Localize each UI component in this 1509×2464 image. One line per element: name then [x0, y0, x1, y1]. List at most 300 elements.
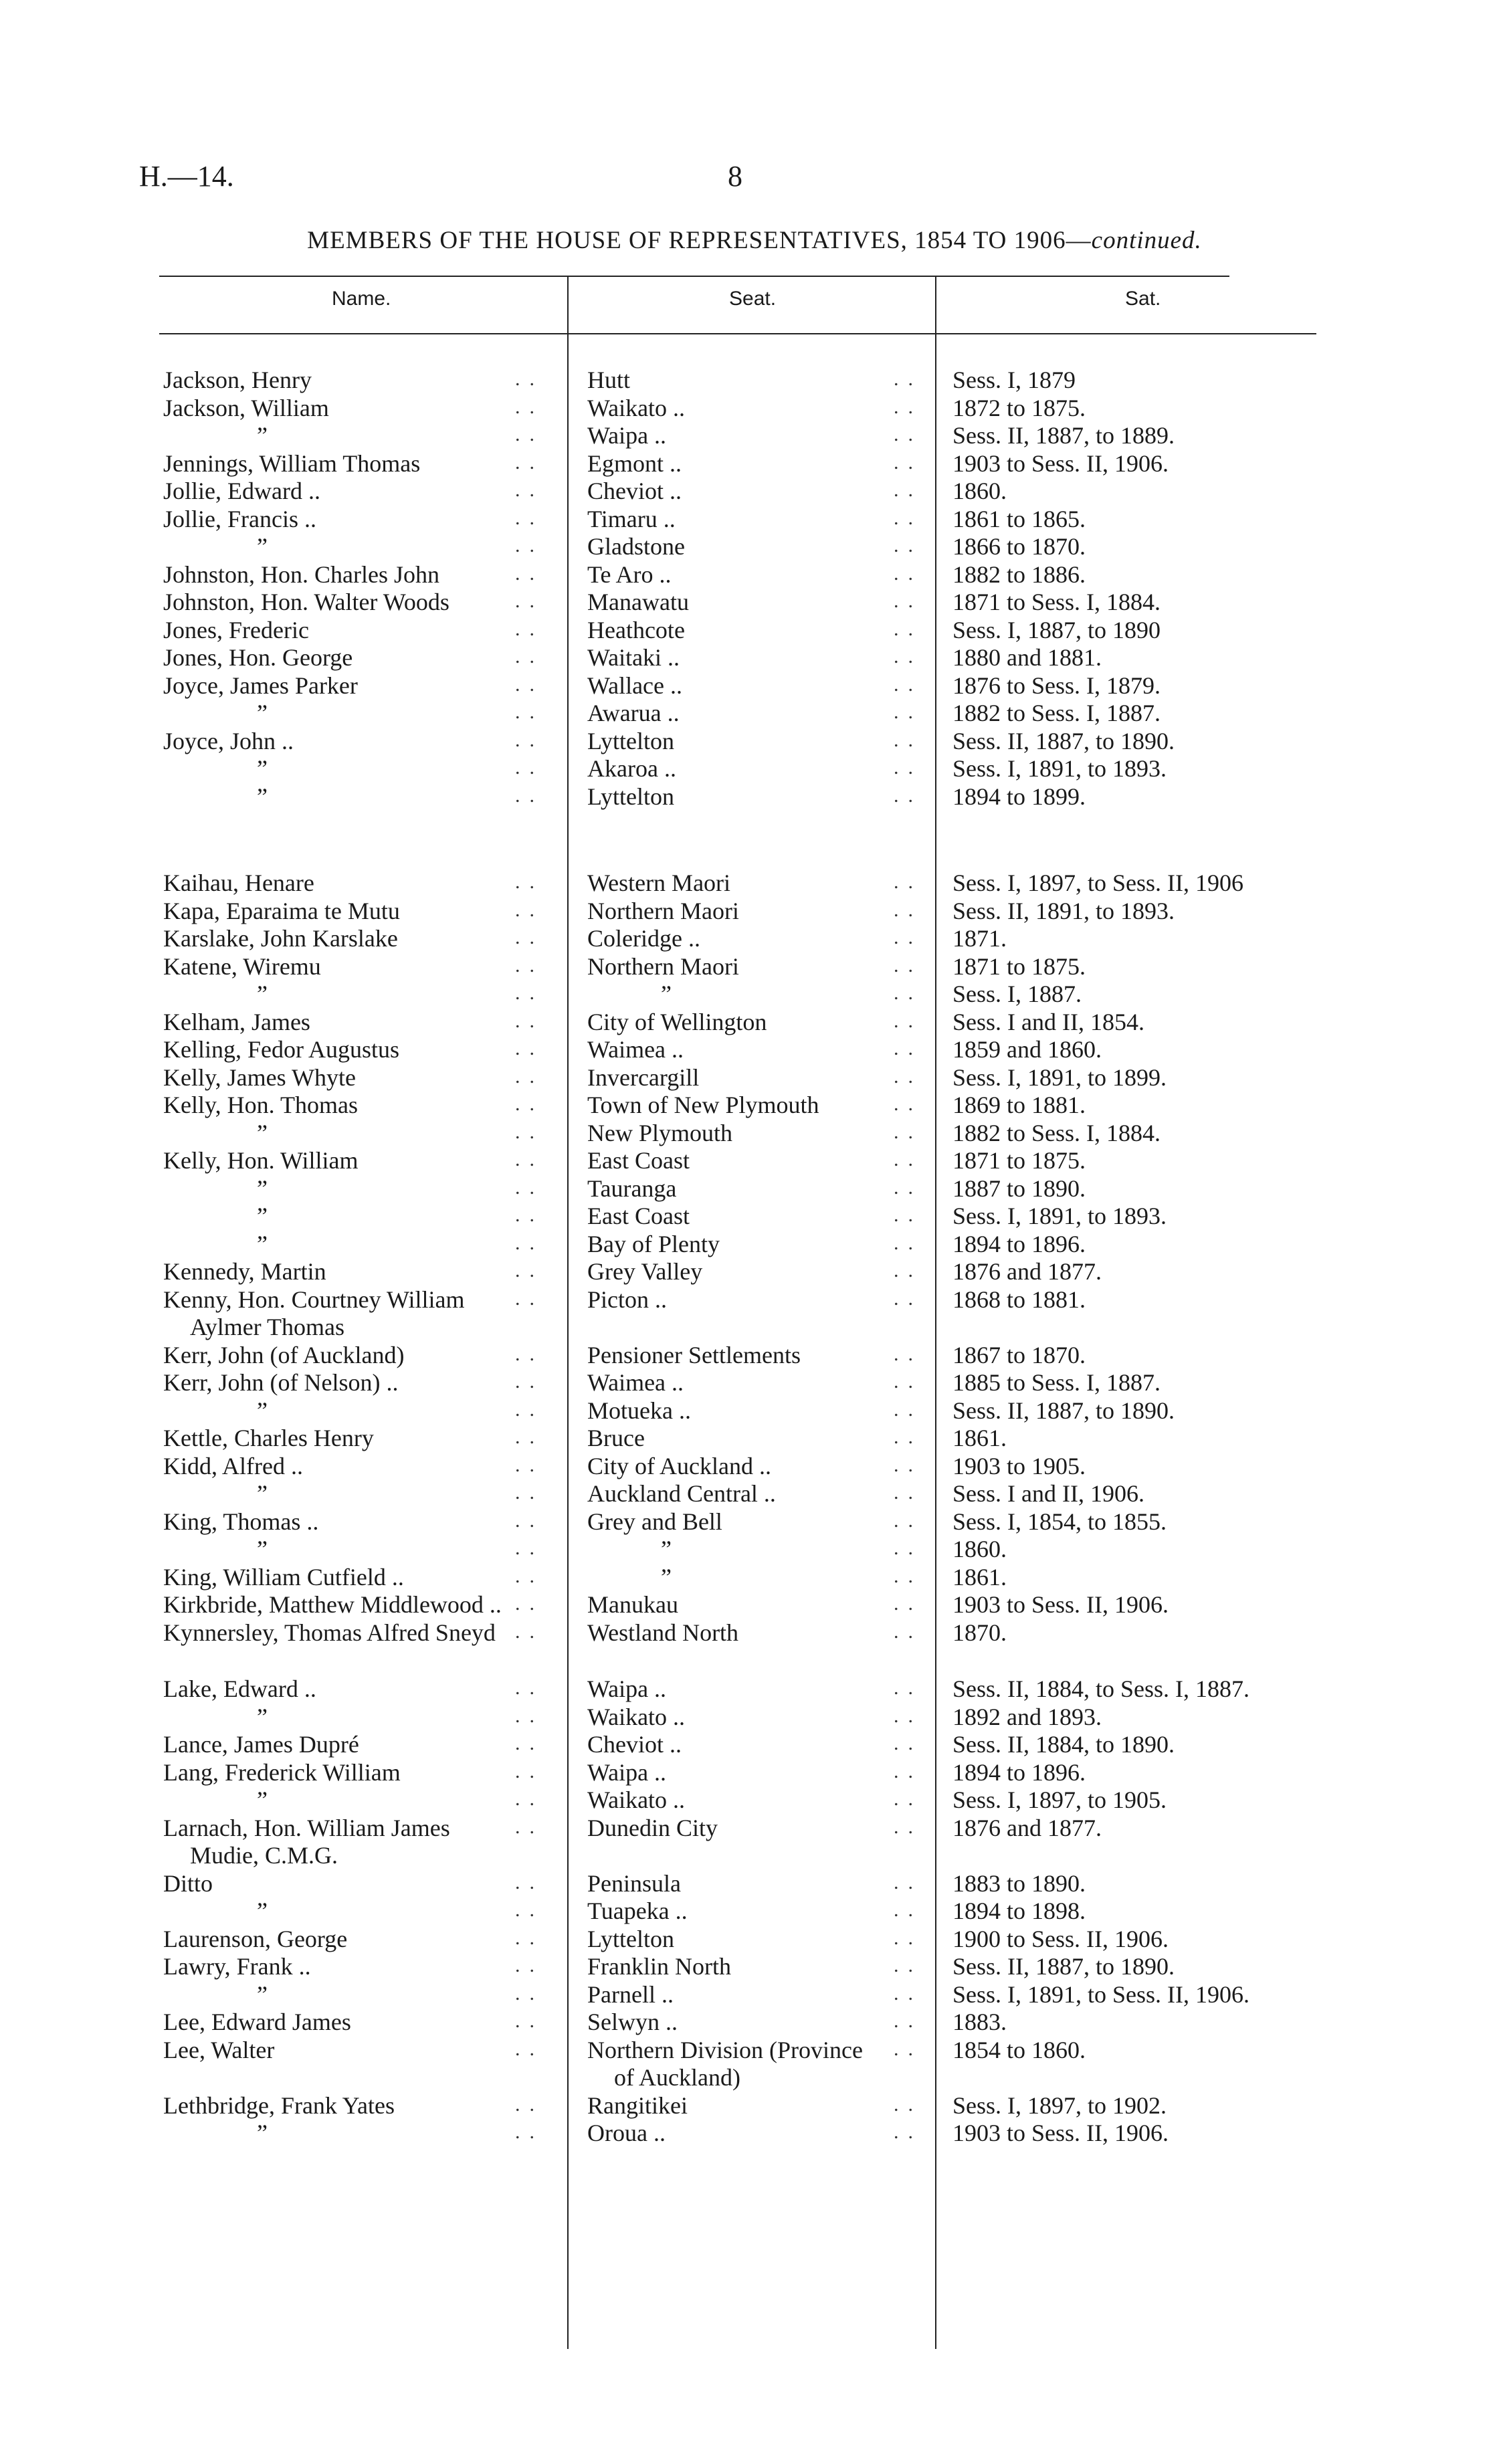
dot-leader: ..: [894, 479, 922, 501]
member-name: Lee, Edward James: [163, 2009, 351, 2035]
member-seat: Waipa ..: [587, 422, 667, 449]
dot-leader: ..: [515, 1537, 544, 1559]
member-name: Kynnersley, Thomas Alfred Sneyd: [163, 1619, 496, 1646]
member-name: Jones, Hon. George: [163, 644, 353, 671]
member-sat: 1861.: [952, 1425, 1007, 1451]
dot-leader: ..: [894, 1148, 922, 1170]
member-sat: 1900 to Sess. II, 1906.: [952, 1925, 1169, 1952]
member-sat: 1871.: [952, 925, 1007, 952]
dot-leader: ..: [894, 756, 922, 779]
member-seat: Waimea ..: [587, 1036, 684, 1063]
member-seat: Dunedin City: [587, 1814, 718, 1841]
member-sat: 1866 to 1870.: [952, 533, 1086, 560]
member-sat: 1903 to 1905.: [952, 1452, 1086, 1479]
dot-leader: ..: [894, 1037, 922, 1059]
dot-leader: ..: [515, 451, 544, 474]
member-sat: Sess. I, 1891, to 1899.: [952, 1063, 1167, 1091]
member-sat: 1903 to Sess. II, 1906.: [952, 449, 1169, 477]
member-seat: Cheviot ..: [587, 1731, 682, 1758]
column-header-sat: Sat.: [1125, 288, 1161, 310]
member-seat: Peninsula: [587, 1869, 681, 1897]
dot-leader: ..: [894, 590, 922, 612]
dot-leader: ..: [515, 1732, 544, 1754]
dot-leader: ..: [515, 1760, 544, 1782]
column-header-name: Name.: [332, 288, 391, 310]
member-name: ”: [257, 1119, 268, 1146]
dot-leader: ..: [515, 1093, 544, 1115]
member-sat: 1868 to 1881.: [952, 1286, 1086, 1313]
dot-leader: ..: [894, 1342, 922, 1365]
member-seat: Northern Division (Province: [587, 2036, 863, 2063]
member-seat: Hutt: [587, 367, 631, 393]
member-name: Kidd, Alfred ..: [163, 1452, 303, 1479]
member-name: King, William Cutfield ..: [163, 1563, 404, 1590]
member-name: ”: [257, 1230, 268, 1257]
member-sat: Sess. I, 1897, to 1905.: [952, 1786, 1167, 1813]
dot-leader: ..: [894, 2121, 922, 2143]
dot-leader: ..: [894, 645, 922, 668]
member-seat: Pensioner Settlements: [587, 1341, 801, 1368]
dot-leader: ..: [894, 982, 922, 1004]
dot-leader: ..: [515, 368, 544, 390]
dot-leader: ..: [515, 506, 544, 529]
title-continued: continued.: [1091, 227, 1202, 254]
member-seat: Egmont ..: [587, 449, 682, 477]
dot-leader: ..: [515, 982, 544, 1004]
member-name: ”: [257, 981, 268, 1007]
dot-leader: ..: [515, 1426, 544, 1448]
column-divider-1: [567, 276, 569, 2349]
member-name: ”: [257, 1203, 268, 1229]
dot-leader: ..: [515, 1677, 544, 1699]
dot-leader: ..: [894, 673, 922, 696]
dot-leader: ..: [515, 926, 544, 948]
member-seat: Selwyn ..: [587, 2009, 678, 2035]
dot-leader: ..: [515, 1788, 544, 1810]
dot-leader: ..: [894, 1788, 922, 1810]
member-seat: Invercargill: [587, 1063, 700, 1091]
dot-leader: ..: [515, 479, 544, 501]
dot-leader: ..: [894, 1120, 922, 1143]
dot-leader: ..: [515, 1009, 544, 1032]
dot-leader: ..: [515, 1926, 544, 1949]
member-seat: Picton ..: [587, 1286, 668, 1313]
dot-leader: ..: [515, 1342, 544, 1365]
member-seat: Waikato ..: [587, 1786, 686, 1813]
member-name: Laurenson, George: [163, 1925, 348, 1952]
dot-leader: ..: [515, 2037, 544, 2060]
member-seat: Akaroa ..: [587, 755, 676, 782]
column-header-seat: Seat.: [729, 288, 777, 310]
dot-leader: ..: [515, 1871, 544, 1893]
title-main: MEMBERS OF THE HOUSE OF REPRESENTATIVES, 1854 TO 1906—: [307, 227, 1092, 254]
member-name: Joyce, John ..: [163, 727, 294, 754]
dot-leader: ..: [894, 617, 922, 640]
dot-leader: ..: [515, 1620, 544, 1643]
member-sat: 1861 to 1865.: [952, 505, 1086, 532]
dot-leader: ..: [515, 954, 544, 977]
member-name: Lang, Frederick William: [163, 1758, 401, 1786]
member-name: ”: [257, 1397, 268, 1424]
member-name: Jollie, Edward ..: [163, 478, 320, 504]
member-name: Lawry, Frank ..: [163, 1953, 311, 1980]
member-name: Jones, Frederic: [163, 616, 309, 643]
member-name: ”: [257, 700, 268, 726]
member-seat: Parnell ..: [587, 1980, 674, 2008]
member-seat-continued: of Auckland): [614, 2064, 740, 2091]
member-name: Kelly, Hon. Thomas: [163, 1092, 358, 1118]
member-name: Katene, Wiremu: [163, 952, 321, 980]
member-sat: 1887 to 1890.: [952, 1174, 1086, 1202]
dot-leader: ..: [515, 1453, 544, 1476]
member-sat: Sess. II, 1887, to 1890.: [952, 1953, 1175, 1980]
dot-leader: ..: [894, 1176, 922, 1199]
member-sat: Sess. I and II, 1906.: [952, 1480, 1144, 1507]
member-sat: 1859 and 1860.: [952, 1036, 1102, 1063]
member-seat: ”: [661, 1563, 672, 1590]
member-seat: Cheviot ..: [587, 478, 682, 504]
member-sat: 1892 and 1893.: [952, 1703, 1102, 1730]
dot-leader: ..: [515, 1899, 544, 1921]
member-name: King, Thomas ..: [163, 1508, 319, 1535]
member-seat: Town of New Plymouth: [587, 1092, 819, 1118]
member-seat: Waipa ..: [587, 1758, 667, 1786]
member-name: Kennedy, Martin: [163, 1258, 326, 1285]
member-sat: 1871 to 1875.: [952, 952, 1086, 980]
member-sat: Sess. I and II, 1854.: [952, 1008, 1144, 1035]
member-seat: Waipa ..: [587, 1675, 667, 1702]
dot-leader: ..: [515, 2010, 544, 2032]
member-sat: Sess. II, 1887, to 1890.: [952, 727, 1175, 754]
member-seat: Manawatu: [587, 589, 689, 615]
member-name: ”: [257, 1480, 268, 1507]
member-sat: 1867 to 1870.: [952, 1341, 1086, 1368]
dot-leader: ..: [894, 1259, 922, 1281]
member-name-continued: Aylmer Thomas: [190, 1314, 344, 1340]
column-divider-2: [935, 276, 936, 2349]
member-seat: Waimea ..: [587, 1369, 684, 1396]
member-name: ”: [257, 1897, 268, 1924]
member-sat: 1876 and 1877.: [952, 1258, 1102, 1285]
member-sat: 1860.: [952, 478, 1007, 504]
member-sat: 1883.: [952, 2009, 1007, 2035]
dot-leader: ..: [515, 1564, 544, 1587]
dot-leader: ..: [515, 1065, 544, 1088]
member-sat: 1871 to Sess. I, 1884.: [952, 589, 1161, 615]
member-sat: 1860.: [952, 1536, 1007, 1562]
member-name: Kaihau, Henare: [163, 869, 314, 896]
member-sat: Sess. I, 1897, to Sess. II, 1906: [952, 869, 1244, 896]
dot-leader: ..: [894, 1926, 922, 1949]
dot-leader: ..: [515, 1704, 544, 1727]
member-sat: 1880 and 1881.: [952, 644, 1102, 671]
member-sat: Sess. II, 1884, to Sess. I, 1887.: [952, 1675, 1250, 1702]
member-sat: 1876 to Sess. I, 1879.: [952, 672, 1161, 699]
member-sat: Sess. I, 1879: [952, 367, 1076, 393]
dot-leader: ..: [894, 784, 922, 807]
member-seat: Northern Maori: [587, 897, 739, 924]
member-seat: Timaru ..: [587, 505, 676, 532]
member-sat: Sess. I, 1891, to 1893.: [952, 1203, 1167, 1229]
member-seat: Coleridge ..: [587, 925, 700, 952]
dot-leader: ..: [894, 701, 922, 723]
dot-leader: ..: [515, 1037, 544, 1059]
member-name: ”: [257, 1174, 268, 1202]
dot-leader: ..: [894, 2010, 922, 2032]
dot-leader: ..: [894, 1231, 922, 1254]
dot-leader: ..: [894, 1204, 922, 1226]
member-sat: 1876 and 1877.: [952, 1814, 1102, 1841]
member-seat: Lyttelton: [587, 727, 674, 754]
member-sat: 1894 to 1899.: [952, 783, 1086, 810]
header-bottom-rule: [159, 333, 1316, 334]
dot-leader: ..: [515, 1120, 544, 1143]
member-name: ”: [257, 1536, 268, 1562]
dot-leader: ..: [515, 2093, 544, 2116]
member-name: ”: [257, 1703, 268, 1730]
member-name: Kenny, Hon. Courtney William: [163, 1286, 465, 1313]
member-sat: Sess. I, 1887, to 1890: [952, 616, 1161, 643]
member-sat: 1854 to 1860.: [952, 2036, 1086, 2063]
dot-leader: ..: [515, 395, 544, 418]
dot-leader: ..: [515, 534, 544, 556]
member-seat: Manukau: [587, 1591, 678, 1618]
dot-leader: ..: [515, 1481, 544, 1504]
header-top-rule: [159, 276, 1229, 277]
dot-leader: ..: [894, 1398, 922, 1421]
dot-leader: ..: [515, 2121, 544, 2143]
member-seat: Oroua ..: [587, 2120, 666, 2146]
member-seat: City of Auckland ..: [587, 1452, 771, 1479]
member-seat: Waitaki ..: [587, 644, 680, 671]
member-name: Jollie, Francis ..: [163, 505, 316, 532]
dot-leader: ..: [515, 423, 544, 445]
member-seat: Waikato ..: [587, 1703, 686, 1730]
dot-leader: ..: [515, 1204, 544, 1226]
member-sat: Sess. I, 1897, to 1902.: [952, 2091, 1167, 2119]
page-number: 8: [728, 160, 742, 193]
dot-leader: ..: [894, 2037, 922, 2060]
member-name: Kelling, Fedor Augustus: [163, 1036, 400, 1063]
member-sat: 1870.: [952, 1619, 1007, 1646]
member-seat: ”: [661, 1536, 672, 1562]
member-name: Kerr, John (of Nelson) ..: [163, 1369, 399, 1396]
dot-leader: ..: [894, 1564, 922, 1587]
dot-leader: ..: [894, 423, 922, 445]
member-name: Lake, Edward ..: [163, 1675, 316, 1702]
dot-leader: ..: [894, 1982, 922, 2005]
dot-leader: ..: [894, 1954, 922, 1976]
member-name: Kelly, James Whyte: [163, 1063, 356, 1091]
member-name: Kapa, Eparaima te Mutu: [163, 897, 400, 924]
member-seat: Grey and Bell: [587, 1508, 722, 1535]
dot-leader: ..: [515, 1982, 544, 2005]
member-name: Kerr, John (of Auckland): [163, 1341, 405, 1368]
dot-leader: ..: [515, 645, 544, 668]
member-seat: Tuapeka ..: [587, 1897, 688, 1924]
dot-leader: ..: [894, 871, 922, 893]
member-name: ”: [257, 783, 268, 810]
dot-leader: ..: [894, 926, 922, 948]
dot-leader: ..: [894, 368, 922, 390]
member-seat: Tauranga: [587, 1174, 677, 1202]
dot-leader: ..: [515, 1148, 544, 1170]
member-seat: Franklin North: [587, 1953, 731, 1980]
dot-leader: ..: [894, 1871, 922, 1893]
member-sat: Sess. II, 1887, to 1889.: [952, 422, 1175, 449]
dot-leader: ..: [894, 1426, 922, 1448]
member-seat: Westland North: [587, 1619, 739, 1646]
member-name: ”: [257, 533, 268, 560]
member-name: Kirkbride, Matthew Middlewood ..: [163, 1591, 502, 1618]
dot-leader: ..: [894, 1760, 922, 1782]
member-name: Lance, James Dupré: [163, 1731, 359, 1758]
dot-leader: ..: [894, 954, 922, 977]
member-sat: 1894 to 1896.: [952, 1230, 1086, 1257]
dot-leader: ..: [515, 728, 544, 751]
dot-leader: ..: [894, 1093, 922, 1115]
dot-leader: ..: [515, 1509, 544, 1532]
member-sat: 1903 to Sess. II, 1906.: [952, 2120, 1169, 2146]
dot-leader: ..: [894, 1453, 922, 1476]
member-seat: Northern Maori: [587, 952, 739, 980]
member-seat: Lyttelton: [587, 1925, 674, 1952]
member-sat: 1903 to Sess. II, 1906.: [952, 1591, 1169, 1618]
dot-leader: ..: [894, 1065, 922, 1088]
dot-leader: ..: [894, 451, 922, 474]
dot-leader: ..: [894, 1593, 922, 1615]
dot-leader: ..: [894, 2093, 922, 2116]
member-sat: 1894 to 1896.: [952, 1758, 1086, 1786]
dot-leader: ..: [894, 1537, 922, 1559]
member-name: Lethbridge, Frank Yates: [163, 2091, 395, 2119]
dot-leader: ..: [515, 562, 544, 585]
member-name: Lee, Walter: [163, 2036, 275, 2063]
member-sat: 1894 to 1898.: [952, 1897, 1086, 1924]
member-name: Karslake, John Karslake: [163, 925, 398, 952]
member-seat: East Coast: [587, 1147, 690, 1174]
member-seat: Waikato ..: [587, 394, 686, 421]
member-seat: ”: [661, 981, 672, 1007]
dot-leader: ..: [515, 1593, 544, 1615]
dot-leader: ..: [515, 673, 544, 696]
member-seat: Rangitikei: [587, 2091, 688, 2119]
dot-leader: ..: [894, 1704, 922, 1727]
member-name: Joyce, James Parker: [163, 672, 358, 699]
member-name: ”: [257, 1980, 268, 2008]
member-seat: East Coast: [587, 1203, 690, 1229]
member-name: Ditto: [163, 1869, 213, 1897]
dot-leader: ..: [894, 1732, 922, 1754]
member-seat: Heathcote: [587, 616, 685, 643]
dot-leader: ..: [894, 534, 922, 556]
member-sat: 1883 to 1890.: [952, 1869, 1086, 1897]
member-name: Johnston, Hon. Charles John: [163, 560, 439, 588]
member-seat: Awarua ..: [587, 700, 680, 726]
member-name: Johnston, Hon. Walter Woods: [163, 589, 449, 615]
member-sat: 1882 to 1886.: [952, 560, 1086, 588]
member-seat: Bay of Plenty: [587, 1230, 720, 1257]
dot-leader: ..: [515, 1259, 544, 1281]
dot-leader: ..: [515, 1398, 544, 1421]
dot-leader: ..: [894, 728, 922, 751]
member-sat: 1872 to 1875.: [952, 394, 1086, 421]
dot-leader: ..: [894, 898, 922, 921]
member-sat: Sess. I, 1854, to 1855.: [952, 1508, 1167, 1535]
page-title: [0, 226, 1509, 255]
dot-leader: ..: [894, 506, 922, 529]
member-sat: Sess. II, 1891, to 1893.: [952, 897, 1175, 924]
member-seat: City of Wellington: [587, 1008, 767, 1035]
member-sat: Sess. I, 1891, to 1893.: [952, 755, 1167, 782]
member-name: ”: [257, 422, 268, 449]
dot-leader: ..: [515, 756, 544, 779]
member-seat: Auckland Central ..: [587, 1480, 776, 1507]
member-name: Kelly, Hon. William: [163, 1147, 359, 1174]
dot-leader: ..: [894, 1287, 922, 1310]
dot-leader: ..: [894, 1815, 922, 1838]
member-name: ”: [257, 2120, 268, 2146]
dot-leader: ..: [894, 1899, 922, 1921]
member-name: Jennings, William Thomas: [163, 449, 421, 477]
dot-leader: ..: [894, 1677, 922, 1699]
member-name: Jackson, William: [163, 394, 329, 421]
member-seat: New Plymouth: [587, 1119, 733, 1146]
member-seat: Motueka ..: [587, 1397, 691, 1424]
member-seat: Western Maori: [587, 869, 731, 896]
member-name: ”: [257, 1786, 268, 1813]
dot-leader: ..: [894, 562, 922, 585]
dot-leader: ..: [894, 1620, 922, 1643]
member-name: Jackson, Henry: [163, 367, 312, 393]
dot-leader: ..: [515, 1176, 544, 1199]
member-name: ”: [257, 755, 268, 782]
dot-leader: ..: [515, 701, 544, 723]
dot-leader: ..: [515, 590, 544, 612]
member-name-continued: Mudie, C.M.G.: [190, 1842, 338, 1869]
dot-leader: ..: [515, 1370, 544, 1393]
member-name: Kelham, James: [163, 1008, 310, 1035]
member-sat: Sess. II, 1884, to 1890.: [952, 1731, 1175, 1758]
member-sat: 1885 to Sess. I, 1887.: [952, 1369, 1161, 1396]
dot-leader: ..: [515, 871, 544, 893]
dot-leader: ..: [515, 1231, 544, 1254]
member-seat: Wallace ..: [587, 672, 683, 699]
member-sat: Sess. I, 1887.: [952, 981, 1082, 1007]
member-sat: Sess. II, 1887, to 1890.: [952, 1397, 1175, 1424]
member-seat: Bruce: [587, 1425, 645, 1451]
member-sat: 1882 to Sess. I, 1887.: [952, 700, 1161, 726]
dot-leader: ..: [515, 1287, 544, 1310]
member-name: Kettle, Charles Henry: [163, 1425, 374, 1451]
member-sat: 1871 to 1875.: [952, 1147, 1086, 1174]
page-ref: H.—14.: [139, 160, 234, 193]
dot-leader: ..: [515, 898, 544, 921]
member-sat: Sess. I, 1891, to Sess. II, 1906.: [952, 1980, 1250, 2008]
member-seat: Gladstone: [587, 533, 685, 560]
dot-leader: ..: [515, 617, 544, 640]
member-sat: 1882 to Sess. I, 1884.: [952, 1119, 1161, 1146]
member-seat: Grey Valley: [587, 1258, 703, 1285]
member-seat: Lyttelton: [587, 783, 674, 810]
member-name: Larnach, Hon. William James: [163, 1814, 450, 1841]
member-sat: 1861.: [952, 1563, 1007, 1590]
dot-leader: ..: [894, 1481, 922, 1504]
dot-leader: ..: [515, 1954, 544, 1976]
dot-leader: ..: [515, 1815, 544, 1838]
dot-leader: ..: [515, 784, 544, 807]
member-sat: 1869 to 1881.: [952, 1092, 1086, 1118]
